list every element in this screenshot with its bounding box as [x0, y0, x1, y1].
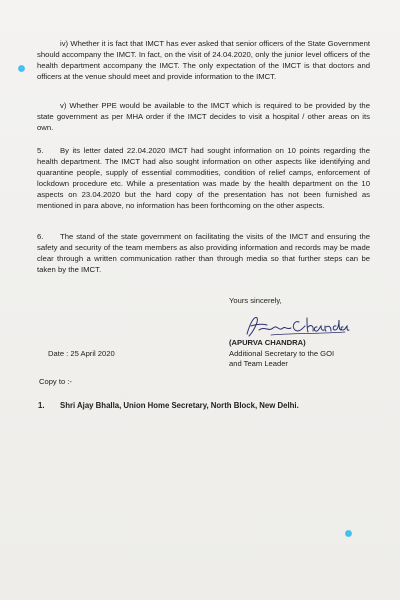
handwritten-signature	[241, 312, 351, 340]
copy-recipient-number: 1.	[38, 401, 45, 410]
paragraph-5: By its letter dated 22.04.2020 IMCT had sought information on 10 points regarding the health department. The IMCT had also sought information on other aspects like identifying and quarantine people, supply of essential commodities, condition of relief camps, enforcement of lockdown procedure etc. While a presentation was made by the health department on the 10 aspects on 23.04.2020 but the hard copy of the presentation has not been furnished as mentioned in para above, no information has been forthcoming on the other aspects.	[37, 146, 370, 210]
signatory-designation: Additional Secretary to the GOI	[229, 349, 335, 358]
paragraph-6: The stand of the state government on facilitating the visits of the IMCT and ensuring the safety and security of the team members as also providing information and records may be made clear through a written communication rather than through media so that further steps can be taken by the IMCT.	[37, 232, 370, 274]
paragraph-v: v) Whether PPE would be available to the IMCT which is required to be provided by the state government as per MHA order if the IMCT decides to visit a hospital / other areas on its own.	[37, 101, 370, 132]
copy-to-label: Copy to :-	[39, 377, 72, 386]
signatory-designation-continued: and Team Leader	[229, 359, 288, 368]
blue-marker-dot	[18, 65, 25, 72]
copy-recipient: Shri Ajay Bhalla, Union Home Secretary, North Block, New Delhi.	[60, 401, 299, 410]
closing-salutation: Yours sincerely,	[229, 296, 282, 305]
paragraph-5-number: 5.	[37, 146, 44, 155]
paragraph-6-number: 6.	[37, 232, 44, 241]
signatory-name: (APURVA CHANDRA)	[229, 338, 306, 347]
blue-marker-dot	[345, 530, 352, 537]
paragraph-iv: iv) Whether it is fact that IMCT has ever asked that senior officers of the State Government should accompany the IMCT. In fact, on the visit of 24.04.2020, only the junior level officers of the health department accompany the IMCT. The only expectation of the IMCT is that doctors and officers at the venue should meet and provide information to the IMCT.	[37, 39, 370, 81]
letter-date: Date : 25 April 2020	[48, 349, 115, 358]
